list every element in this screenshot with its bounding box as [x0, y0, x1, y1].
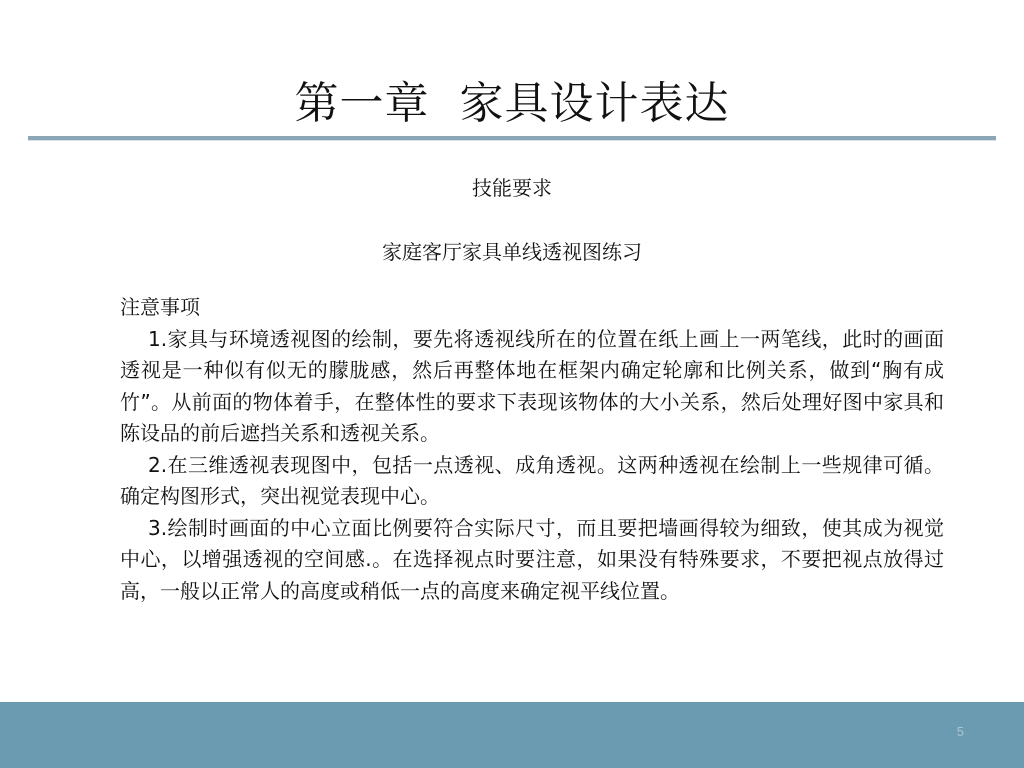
notes-block	[120, 292, 944, 607]
slide-title: 第一章 家具设计表达	[294, 78, 730, 129]
note-item-2: 2.在三维透视表现图中，包括一点透视、成角透视。这两种透视在绘制上一些规律可循。确定构图形式，突出视觉表现中心。	[120, 452, 944, 508]
note-item-3: 3.绘制时画面的中心立面比例要符合实际尺寸，而且要把墙画得较为细致，使其成为视觉中心，以增强透视的空间感.。在选择视点时要注意，如果没有特殊要求，不要把视点放得过高，一般以正常人的高度或稍低一点的高度来确定视平线位置。	[120, 515, 944, 603]
note-item-1: 1.家具与环境透视图的绘制，要先将透视线所在的位置在纸上画上一两笔线，此时的画面透视是一种似有似无的朦胧感，然后再整体地在框架内确定轮廓和比例关系，做到“胸有成竹”。从前面的物体着手，在整体性的要求下表现该物体的大小关系，然后处理好图中家具和陈设品的前后遮挡关系和透视关系。	[120, 326, 944, 445]
notes-heading: 注意事项	[120, 295, 200, 319]
exercise-heading: 家庭客厅家具单线透视图练习	[382, 240, 642, 264]
title-divider-shadow	[28, 140, 996, 141]
skill-heading: 技能要求	[472, 176, 552, 200]
footer-band	[0, 702, 1024, 768]
page-number: 5	[956, 724, 964, 739]
